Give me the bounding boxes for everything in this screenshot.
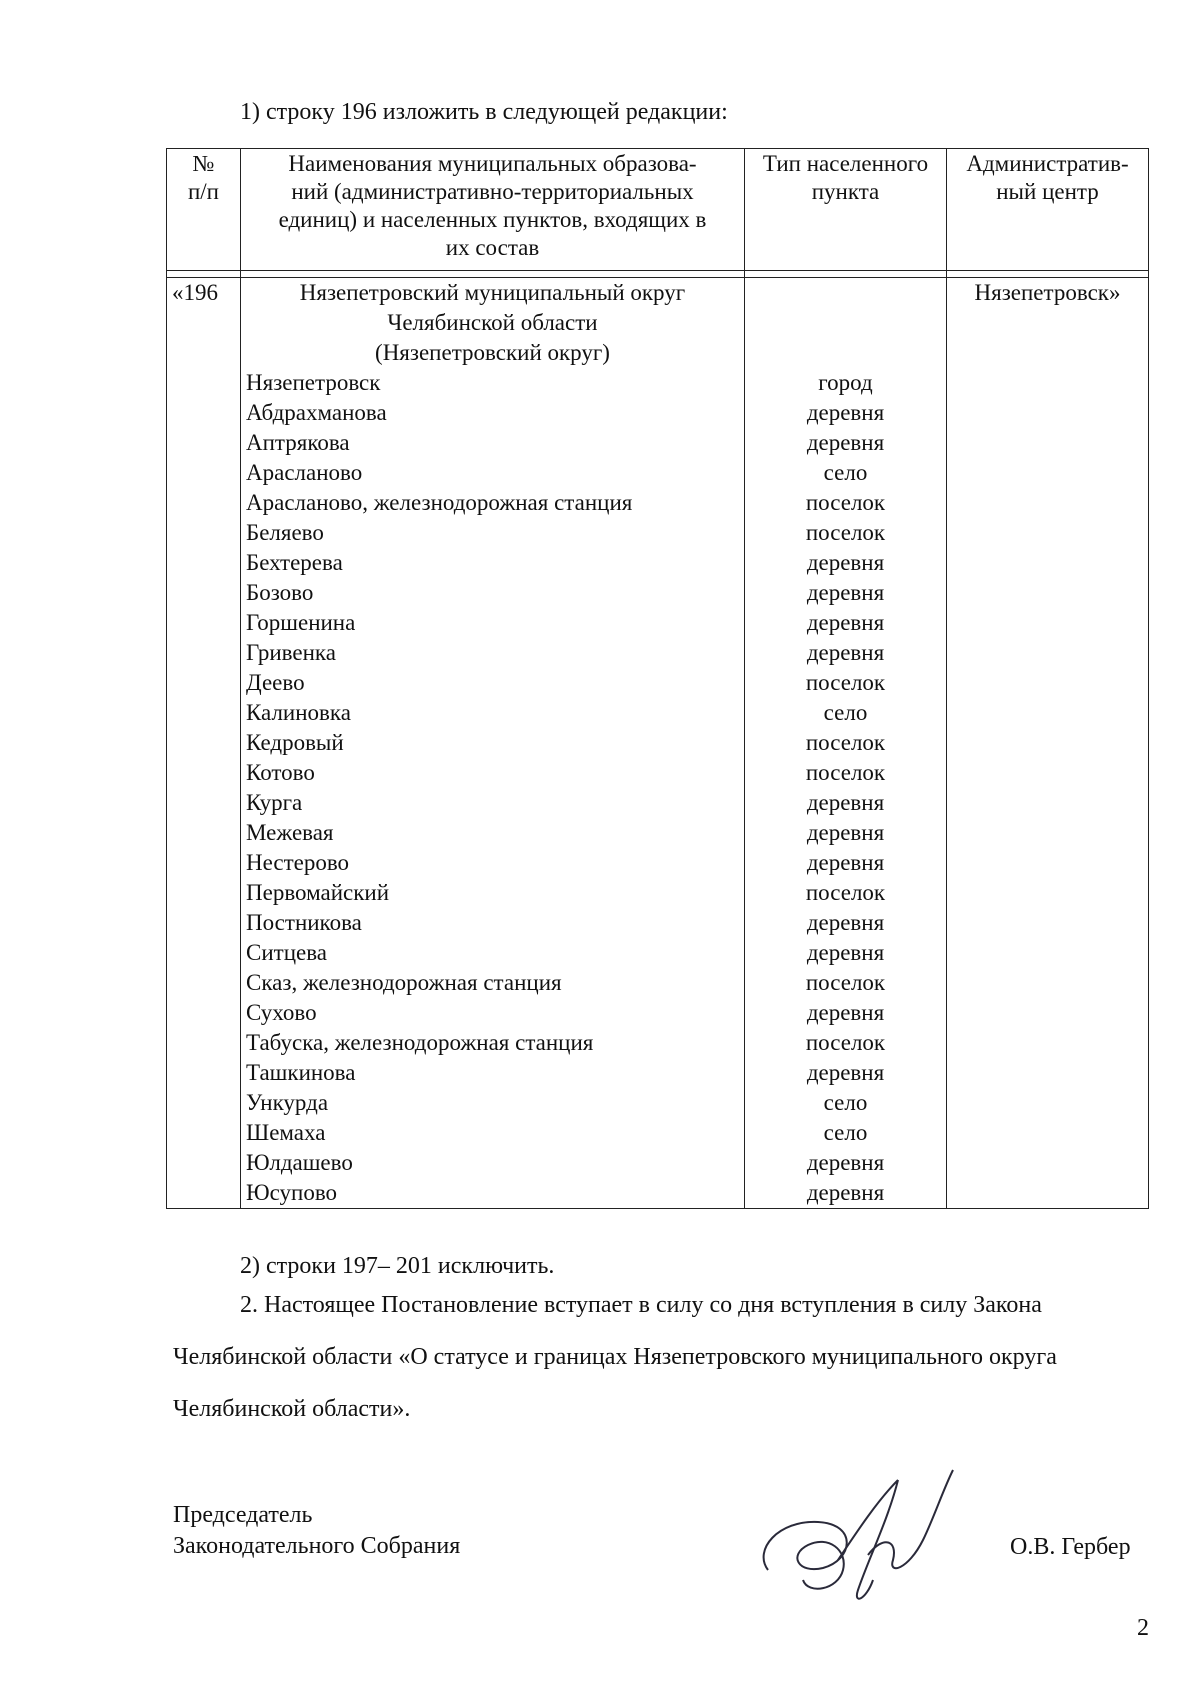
header-type-line: Тип населенного	[762, 151, 929, 176]
header-num	[167, 149, 241, 271]
settlement-name: Гривенка	[246, 640, 336, 665]
settlement-name: Беляево	[246, 520, 324, 545]
settlement-type: поселок	[805, 490, 886, 515]
type-spacer	[750, 278, 941, 308]
header-num-line: п/п	[187, 179, 219, 204]
settlement-name: Ситцева	[246, 940, 327, 965]
settlement-names-cell	[241, 278, 745, 1209]
header-name-line: ний (административно-территориальных	[291, 179, 694, 204]
settlement-name: Арасланово, железнодорожная станция	[246, 490, 633, 515]
settlement-type: деревня	[806, 820, 885, 845]
settlements-table	[166, 148, 1149, 1209]
municipality-name	[246, 278, 739, 368]
settlement-type: деревня	[806, 580, 885, 605]
intro-text: 1) строку 196 изложить в следующей редакции:	[240, 99, 728, 125]
settlement-name: Аптрякова	[246, 430, 350, 455]
settlement-name: Деево	[246, 670, 305, 695]
table-gap-row	[167, 271, 1149, 278]
settlement-name: Юсупово	[246, 1180, 338, 1205]
paragraph-exclude-rows: 2) строки 197– 201 исключить.	[240, 1253, 555, 1279]
settlement-name: Юлдашево	[246, 1150, 353, 1175]
row-number: «196	[167, 278, 241, 1209]
settlement-name: Калиновка	[246, 700, 351, 725]
header-type-line: пункта	[811, 179, 880, 204]
header-type	[745, 149, 947, 271]
settlement-name: Межевая	[246, 820, 334, 845]
settlement-type: село	[823, 700, 868, 725]
type-spacer	[750, 308, 941, 338]
settlement-type: деревня	[806, 940, 885, 965]
settlement-name: Абдрахманова	[246, 400, 387, 425]
settlement-name: Горшенина	[246, 610, 356, 635]
settlement-type: поселок	[805, 520, 886, 545]
settlement-type: деревня	[806, 1060, 885, 1085]
settlement-type: деревня	[806, 550, 885, 575]
settlement-name: Нестерово	[246, 850, 350, 875]
settlement-type: поселок	[805, 670, 886, 695]
signatory-title	[173, 1500, 460, 1562]
settlement-type: поселок	[805, 970, 886, 995]
signatory-title-line-1: Председатель	[173, 1502, 313, 1528]
settlement-name: Котово	[246, 760, 315, 785]
settlement-name: Кедровый	[246, 730, 344, 755]
header-center-line: Административ-	[966, 151, 1129, 176]
settlement-type: деревня	[806, 640, 885, 665]
paragraph-effect-line-3: Челябинской области».	[173, 1396, 411, 1422]
municipality-name-line: Нязепетровский муниципальный округ	[299, 280, 686, 305]
table-header-row	[167, 149, 1149, 271]
settlement-type: деревня	[806, 400, 885, 425]
settlement-name: Курга	[246, 790, 303, 815]
settlement-type: деревня	[806, 430, 885, 455]
settlement-type: деревня	[806, 1000, 885, 1025]
settlement-type: деревня	[806, 850, 885, 875]
settlement-name: Шемаха	[246, 1120, 326, 1145]
handwritten-signature	[748, 1460, 968, 1610]
settlement-type: деревня	[806, 910, 885, 935]
settlement-type: деревня	[806, 610, 885, 635]
settlement-type: деревня	[806, 1180, 885, 1205]
settlement-name: Бозово	[246, 580, 314, 605]
settlement-name: Постникова	[246, 910, 362, 935]
municipality-name-line: (Нязепетровский округ)	[375, 340, 610, 365]
admin-center-cell: Нязепетровск»	[947, 278, 1149, 1209]
signatory-name: О.В. Гербер	[1010, 1534, 1131, 1560]
signatory-title-line-2: Законодательного Собрания	[173, 1533, 461, 1559]
settlement-name: Ташкинова	[246, 1060, 356, 1085]
settlement-name: Бехтерева	[246, 550, 343, 575]
settlement-name: Арасланово	[246, 460, 363, 485]
page-number: 2	[1137, 1615, 1149, 1641]
paragraph-effect-line-2: Челябинской области «О статусе и границах Нязепетровского муниципального округа	[173, 1344, 1057, 1370]
settlement-name: Сухово	[246, 1000, 317, 1025]
settlement-name: Табуска, железнодорожная станция	[246, 1030, 594, 1055]
settlement-name: Ункурда	[246, 1090, 329, 1115]
settlement-type: деревня	[806, 790, 885, 815]
settlement-type: поселок	[805, 880, 886, 905]
settlement-name: Нязепетровск	[246, 370, 381, 395]
municipality-name-line: Челябинской области	[387, 310, 598, 335]
settlement-type: село	[823, 460, 868, 485]
settlement-type: село	[823, 1120, 868, 1145]
table-row	[167, 278, 1149, 1209]
header-name-line: единиц) и населенных пунктов, входящих в	[278, 207, 707, 232]
type-spacer	[750, 338, 941, 368]
header-center	[947, 149, 1149, 271]
settlement-name: Сказ, железнодорожная станция	[246, 970, 562, 995]
header-name-line: Наименования муниципальных образова-	[288, 151, 697, 176]
settlement-type: село	[823, 1090, 868, 1115]
settlement-type: деревня	[806, 1150, 885, 1175]
header-name-line: их состав	[445, 235, 540, 260]
settlement-types-cell	[745, 278, 947, 1209]
paragraph-effect-line-1: 2. Настоящее Постановление вступает в силу со дня вступления в силу Закона	[240, 1292, 1042, 1318]
header-name	[241, 149, 745, 271]
header-num-line: №	[192, 151, 215, 176]
settlement-type: поселок	[805, 1030, 886, 1055]
settlement-type: поселок	[805, 760, 886, 785]
settlement-type: город	[818, 370, 873, 395]
settlement-name: Первомайский	[246, 880, 389, 905]
settlement-type: поселок	[805, 730, 886, 755]
header-center-line: ный центр	[996, 179, 1099, 204]
